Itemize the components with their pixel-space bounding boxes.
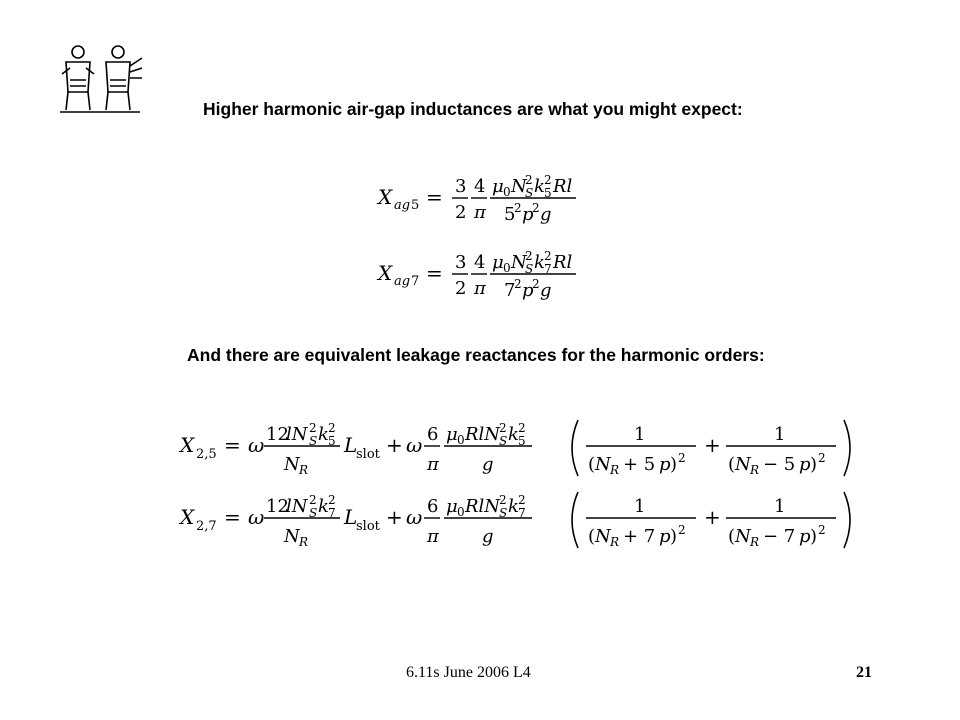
svg-text:=: = [224,505,241,529]
svg-text:): ) [670,526,678,547]
svg-text:μ: μ [492,252,504,273]
svg-text:7: 7 [411,274,420,289]
svg-text:ag: ag [394,198,411,213]
svg-text:π: π [474,202,486,223]
svg-text:4: 4 [474,176,486,197]
svg-text:− 7: − 7 [763,526,796,547]
svg-text:=: = [426,185,443,209]
svg-text:lN: lN [286,496,308,517]
svg-text:slot: slot [356,519,380,534]
svg-text:0: 0 [503,261,511,275]
svg-text:S: S [525,186,534,200]
equation-x25 [178,414,868,480]
svg-text:Rl: Rl [553,252,573,273]
svg-text:(: ( [728,526,736,547]
svg-text:p: p [799,526,811,547]
svg-text:2: 2 [514,201,522,215]
footer-course-label: 6.11s June 2006 L4 [406,664,531,681]
svg-text:5: 5 [518,434,526,448]
heading-leakage-reactances: And there are equivalent leakage reactances for the harmonic orders: [187,345,765,365]
svg-text:RlN: RlN [465,496,501,517]
svg-text:6: 6 [427,424,439,445]
svg-text:X: X [378,261,393,285]
svg-text:p: p [522,280,534,301]
svg-text:+: + [386,505,403,529]
svg-text:2: 2 [499,421,507,435]
svg-text:): ) [810,454,818,475]
svg-text:+ 5: + 5 [623,454,656,475]
svg-text:L: L [344,433,358,457]
svg-text:ω: ω [406,505,423,529]
svg-text:2: 2 [544,173,552,187]
svg-text:k: k [318,424,329,445]
svg-text:7: 7 [504,280,516,301]
svg-text:S: S [309,506,318,520]
svg-text:μ: μ [446,424,458,445]
svg-text:(: ( [588,454,596,475]
svg-text:2: 2 [518,421,526,435]
svg-text:p: p [799,454,811,475]
svg-text:N: N [511,252,527,273]
svg-text:1: 1 [634,424,646,445]
svg-text:p: p [659,454,671,475]
svg-text:2: 2 [328,493,336,507]
svg-text:S: S [525,262,534,276]
svg-text:p: p [659,526,671,547]
svg-text:R: R [610,463,620,477]
svg-text:+: + [386,433,403,457]
svg-text:π: π [427,454,439,475]
svg-text:2: 2 [499,493,507,507]
svg-text:k: k [508,424,519,445]
svg-text:R: R [610,535,620,549]
svg-text:0: 0 [457,433,465,447]
svg-text:7: 7 [518,506,526,520]
svg-text:L: L [344,505,358,529]
svg-text:2,7: 2,7 [196,519,217,534]
svg-text:3: 3 [455,176,467,197]
svg-text:S: S [309,434,318,448]
svg-text:R: R [299,535,309,549]
svg-text:5: 5 [544,186,552,200]
svg-text:(: ( [588,526,596,547]
svg-text:5: 5 [411,198,420,213]
svg-text:R: R [750,463,760,477]
svg-text:2: 2 [525,249,533,263]
svg-text:6: 6 [427,496,439,517]
svg-text:7: 7 [544,262,552,276]
svg-text:5: 5 [504,204,516,225]
svg-text:1: 1 [634,496,646,517]
svg-text:3: 3 [455,252,467,273]
svg-text:g: g [482,526,494,547]
heading-air-gap-inductances: Higher harmonic air-gap inductances are what you might expect: [203,99,743,119]
svg-text:N: N [284,526,300,547]
svg-text:− 5: − 5 [763,454,796,475]
svg-text:2: 2 [309,493,317,507]
svg-text:lN: lN [286,424,308,445]
svg-text:7: 7 [328,506,336,520]
svg-text:k: k [508,496,519,517]
svg-text:5: 5 [328,434,336,448]
svg-text:+ 7: + 7 [623,526,656,547]
svg-text:S: S [499,434,508,448]
svg-text:1: 1 [774,496,786,517]
svg-text:2: 2 [818,523,826,537]
svg-text:2: 2 [514,277,522,291]
svg-text:N: N [735,526,751,547]
svg-text:=: = [426,261,443,285]
svg-text:π: π [474,278,486,299]
svg-text:2: 2 [455,278,467,299]
svg-text:(: ( [728,454,736,475]
svg-text:2: 2 [678,451,686,465]
svg-text:): ) [670,454,678,475]
svg-text:4: 4 [474,252,486,273]
svg-text:ω: ω [406,433,423,457]
svg-text:=: = [224,433,241,457]
svg-text:+: + [704,433,721,457]
svg-text:ag: ag [394,274,411,289]
svg-text:π: π [427,526,439,547]
svg-text:S: S [499,506,508,520]
svg-text:2,5: 2,5 [196,447,217,462]
svg-text:g: g [482,454,494,475]
svg-text:2: 2 [309,421,317,435]
two-scholars-seal-icon [56,40,144,116]
equation-xag5 [376,168,606,228]
svg-text:N: N [595,454,611,475]
svg-text:2: 2 [328,421,336,435]
svg-text:2: 2 [818,451,826,465]
svg-text:2: 2 [525,173,533,187]
svg-text:X: X [378,185,393,209]
svg-text:0: 0 [457,505,465,519]
svg-text:X: X [180,505,195,529]
svg-text:1: 1 [774,424,786,445]
svg-text:2: 2 [455,202,467,223]
svg-text:2: 2 [678,523,686,537]
svg-text:ω: ω [248,505,265,529]
svg-text:R: R [299,463,309,477]
equation-xag7 [376,244,606,304]
svg-text:): ) [810,526,818,547]
svg-text:12: 12 [266,424,289,445]
svg-text:12: 12 [266,496,289,517]
svg-text:N: N [735,454,751,475]
svg-text:Rl: Rl [553,176,573,197]
svg-text:2: 2 [544,249,552,263]
svg-text:μ: μ [492,176,504,197]
equation-x27 [178,486,868,552]
svg-text:2: 2 [532,277,540,291]
svg-text:N: N [284,454,300,475]
svg-text:RlN: RlN [465,424,501,445]
svg-text:+: + [704,505,721,529]
svg-text:k: k [534,176,545,197]
svg-text:0: 0 [503,185,511,199]
svg-text:k: k [318,496,329,517]
svg-text:N: N [595,526,611,547]
svg-text:μ: μ [446,496,458,517]
page-number: 21 [856,664,872,681]
svg-text:2: 2 [518,493,526,507]
svg-text:N: N [511,176,527,197]
svg-text:p: p [522,204,534,225]
svg-text:slot: slot [356,447,380,462]
svg-text:2: 2 [532,201,540,215]
svg-text:k: k [534,252,545,273]
svg-text:ω: ω [248,433,265,457]
svg-text:X: X [180,433,195,457]
svg-text:g: g [540,204,552,225]
svg-text:g: g [540,280,552,301]
svg-text:R: R [750,535,760,549]
